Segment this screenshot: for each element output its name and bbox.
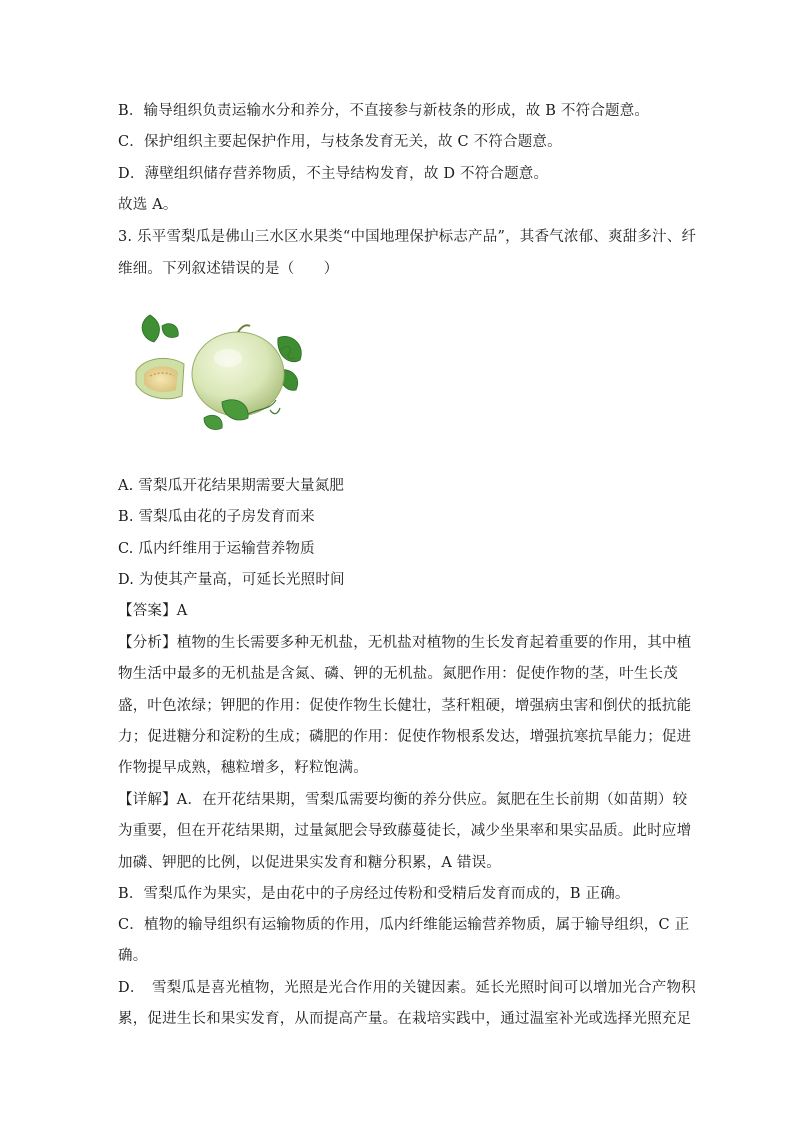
melon-illustration xyxy=(130,310,308,440)
analysis-line-4: 力；促进糖分和淀粉的生成；磷肥的作用：促使作物根系发达，增强抗寒抗旱能力；促进 xyxy=(118,729,692,745)
analysis-line-2: 物生活中最多的无机盐是含氮、磷、钾的无机盐。氮肥作用：促使作物的茎，叶生长茂 xyxy=(118,666,678,682)
option-a: A. 雪梨瓜开花结果期需要大量氮肥 xyxy=(118,478,345,494)
question-stem-line-1: 3. 乐平雪梨瓜是佛山三水区水果类“中国地理保护标志产品”，其香气浓郁、爽甜多汁、纤 xyxy=(118,229,697,245)
detail-line-6: 确。 xyxy=(118,948,148,964)
question-stem-line-2: 维细。下列叙述错误的是（ ） xyxy=(118,261,339,277)
line-1: B．输导组织负责运输水分和养分，不直接参与新枝条的形成，故 B 不符合题意。 xyxy=(118,103,650,119)
line-2: C．保护组织主要起保护作用，与枝条发育无关，故 C 不符合题意。 xyxy=(118,134,562,150)
option-b: B. 雪梨瓜由花的子房发育而来 xyxy=(118,509,315,525)
detail-line-2: 为重要，但在开花结果期，过量氮肥会导致藤蔓徒长，减少坐果率和果实品质。此时应增 xyxy=(118,823,692,839)
answer-line: 【答案】A xyxy=(118,603,188,619)
analysis-line-5: 作物提早成熟，穗粒增多，籽粒饱满。 xyxy=(118,760,368,776)
analysis-line-1: 【分析】植物的生长需要多种无机盐，无机盐对植物的生长发育起着重要的作用，其中植 xyxy=(118,635,692,651)
detail-line-8: 累，促进生长和果实发育，从而提高产量。在栽培实践中，通过温室补光或选择光照充足 xyxy=(118,1011,692,1027)
option-c: C. 瓜内纤维用于运输营养物质 xyxy=(118,541,315,557)
leaf-left-top xyxy=(142,315,178,342)
detail-line-4: B．雪梨瓜作为果实，是由花中的子房经过传粉和受精后发育而成的，B 正确。 xyxy=(118,886,630,902)
analysis-line-3: 盛，叶色浓绿；钾肥的作用：促使作物生长健壮，茎秆粗硬，增强病虫害和倒伏的抵抗能 xyxy=(118,698,692,714)
detail-line-5: C．植物的输导组织有运输物质的作用，瓜内纤维能运输营养物质，属于输导组织，C 正 xyxy=(118,917,690,933)
line-4: 故选 A。 xyxy=(118,197,178,213)
line-3: D．薄壁组织储存营养物质，不主导结构发育，故 D 不符合题意。 xyxy=(118,166,549,182)
option-d: D. 为使其产量高，可延长光照时间 xyxy=(118,572,345,588)
detail-line-7: D． 雪梨瓜是喜光植物，光照是光合作用的关键因素。延长光照时间可以增加光合产物积 xyxy=(118,980,696,996)
detail-line-3: 加磷、钾肥的比例，以促进果实发育和糖分积累，A 错误。 xyxy=(118,855,501,871)
detail-line-1: 【详解】A．在开花结果期，雪梨瓜需要均衡的养分供应。氮肥在生长前期（如苗期）较 xyxy=(118,792,688,808)
